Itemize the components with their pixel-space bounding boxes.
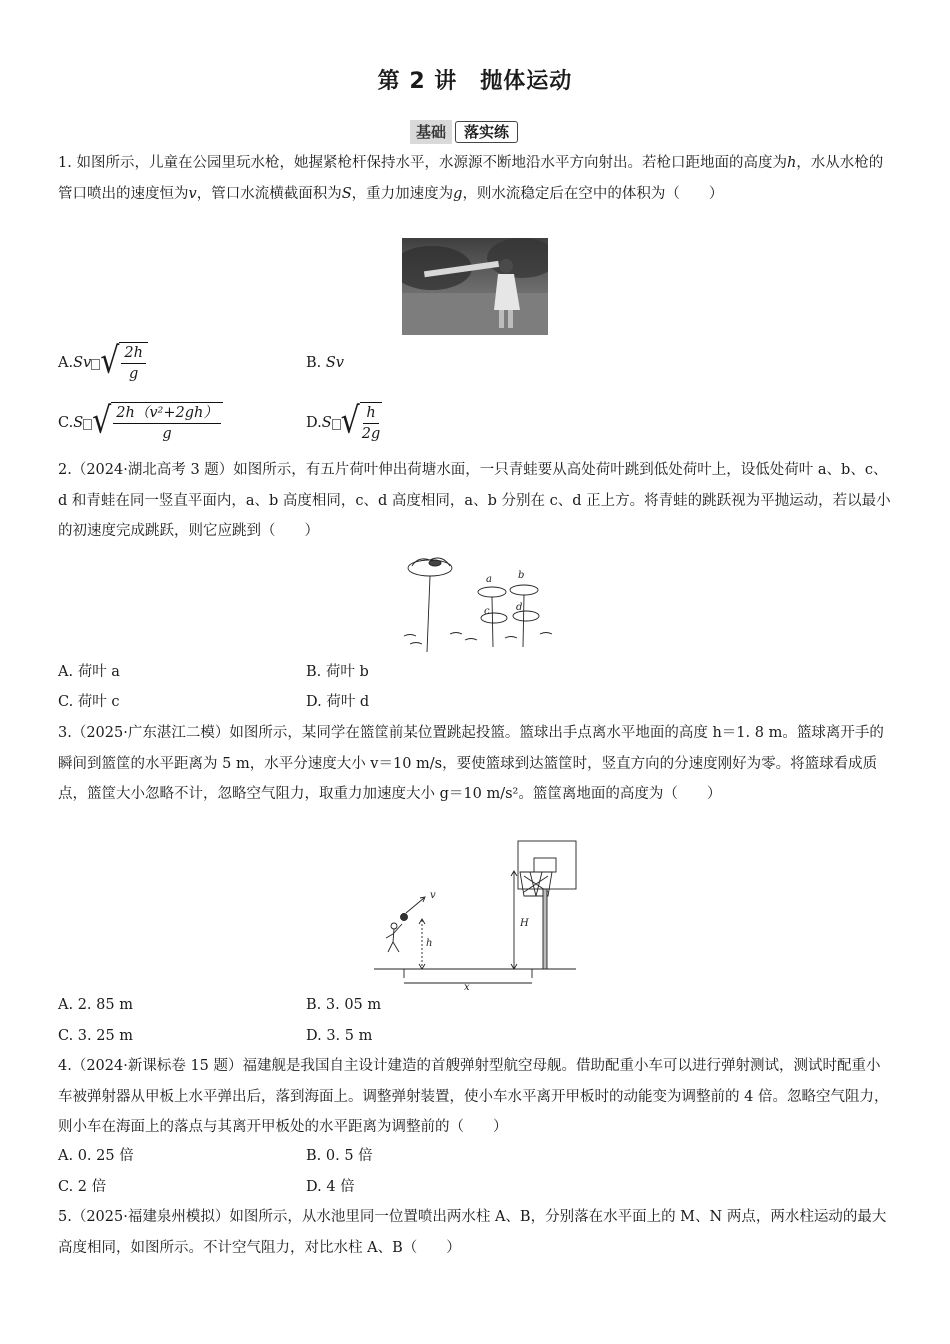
q3-option-a[interactable]: A. 2. 85 m bbox=[58, 997, 133, 1013]
question-4-stem: 4.（2024·新课标卷 15 题）福建舰是我国自主设计建造的首艘弹射型航空母舰。借助配重小车可以进行弹射测试，测试时配重小车被弹射器从甲板上水平弹出后，落到海面上。调整弹射装置，使小车水平离开甲板时的动能变为调整前的 4 倍。忽略空气阻力，则小车在海面上的落点与其离开甲板处的水平距离为调整前的（ ） bbox=[58, 1058, 889, 1135]
q1-option-a[interactable]: A. Sv √ $\frac{2h}{g}$ bbox=[58, 338, 148, 388]
q4-option-c[interactable]: C. 2 倍 bbox=[58, 1179, 107, 1195]
horizontal-distance-label: x bbox=[464, 982, 470, 993]
water-gun-photo bbox=[402, 238, 548, 335]
q2-option-b[interactable]: B. 荷叶 b bbox=[306, 664, 369, 680]
hoop-height-label: H bbox=[520, 918, 529, 929]
section-badge bbox=[410, 120, 518, 144]
question-2-stem: 2.（2024·湖北高考 3 题）如图所示，有五片荷叶伸出荷塘水面，一只青蛙要从高处荷叶跳到低处荷叶上，设低处荷叶 a、b、c、d 和青蛙在同一竖直平面内，a、b 高度相同，c、d 高度相同，a、b 分别在 c、d 正上方。将青蛙的跳跃视为平抛运动，若以最小的初速度完成跳跃，则它应跳到（ ） bbox=[58, 462, 891, 539]
page-title: 第 2 讲 抛体运动 bbox=[377, 69, 573, 94]
basketball-hoop-figure bbox=[372, 838, 582, 993]
q3-option-d[interactable]: D. 3. 5 m bbox=[306, 1028, 373, 1044]
question-1-stem: 1. 如图所示，儿童在公园里玩水枪，她握紧枪杆保持水平，水源源不断地沿水平方向射出。若枪口距地面的高度为h，水从水枪的管口喷出的速度恒为v，管口水流横截面积为S，重力加速度为g，则水流稳定后在空中的体积为（ ） bbox=[58, 155, 884, 202]
q4-option-b[interactable]: B. 0. 5 倍 bbox=[306, 1148, 373, 1164]
q1-option-d[interactable]: D. S √ $\frac{h}{2g}$ bbox=[306, 398, 382, 448]
q1-option-c[interactable]: C. S √ $\frac{\text{2h（v²+2gh）}}{g}$ bbox=[58, 398, 223, 448]
release-height-label: h bbox=[426, 938, 433, 949]
velocity-label: v bbox=[430, 890, 436, 901]
question-5-stem: 5.（2025·福建泉州模拟）如图所示，从水池里同一位置喷出两水柱 A、B，分别落在水平面上的 M、N 两点，两水柱运动的最大高度相同，如图所示。不计空气阻力，对比水柱 A、B（ ） bbox=[58, 1209, 887, 1256]
placeholder-box-icon bbox=[332, 419, 341, 430]
lotus-label-b: b bbox=[518, 570, 525, 581]
q2-option-d[interactable]: D. 荷叶 d bbox=[306, 694, 370, 710]
radical-icon: √ bbox=[92, 400, 112, 443]
q2-option-c[interactable]: C. 荷叶 c bbox=[58, 694, 120, 710]
lotus-label-d: d bbox=[516, 602, 523, 613]
question-3-stem: 3.（2025·广东湛江二模）如图所示，某同学在篮筐前某位置跳起投篮。篮球出手点离水平地面的高度 h＝1. 8 m。篮球离开手的瞬间到篮筐的水平距离为 5 m，水平分速度大小 v＝10 m/s，要使篮球到达篮筐时，竖直方向的分速度刚好为零。将篮球看成质点，篮筐大小忽略不计，忽略空气阻力，取重力加速度大小 g＝10 m/s²。篮筐离地面的高度为（ ） bbox=[58, 725, 884, 802]
placeholder-box-icon bbox=[91, 359, 100, 370]
radical-icon: √ bbox=[100, 340, 120, 383]
section-tag-basic: 基础 bbox=[410, 120, 452, 144]
placeholder-box-icon bbox=[83, 419, 92, 430]
lotus-label-c: c bbox=[484, 606, 490, 617]
q2-option-a[interactable]: A. 荷叶 a bbox=[58, 664, 120, 680]
q1-option-b[interactable]: B. Sv bbox=[306, 355, 344, 371]
q4-option-d[interactable]: D. 4 倍 bbox=[306, 1179, 355, 1195]
lotus-leaves-figure bbox=[400, 552, 560, 654]
q3-option-b[interactable]: B. 3. 05 m bbox=[306, 997, 382, 1013]
q4-option-a[interactable]: A. 0. 25 倍 bbox=[58, 1148, 134, 1164]
lotus-label-a: a bbox=[486, 574, 492, 585]
radical-icon: √ bbox=[340, 400, 360, 443]
q3-option-c[interactable]: C. 3. 25 m bbox=[58, 1028, 134, 1044]
section-tag-practice: 落实练 bbox=[455, 121, 518, 143]
